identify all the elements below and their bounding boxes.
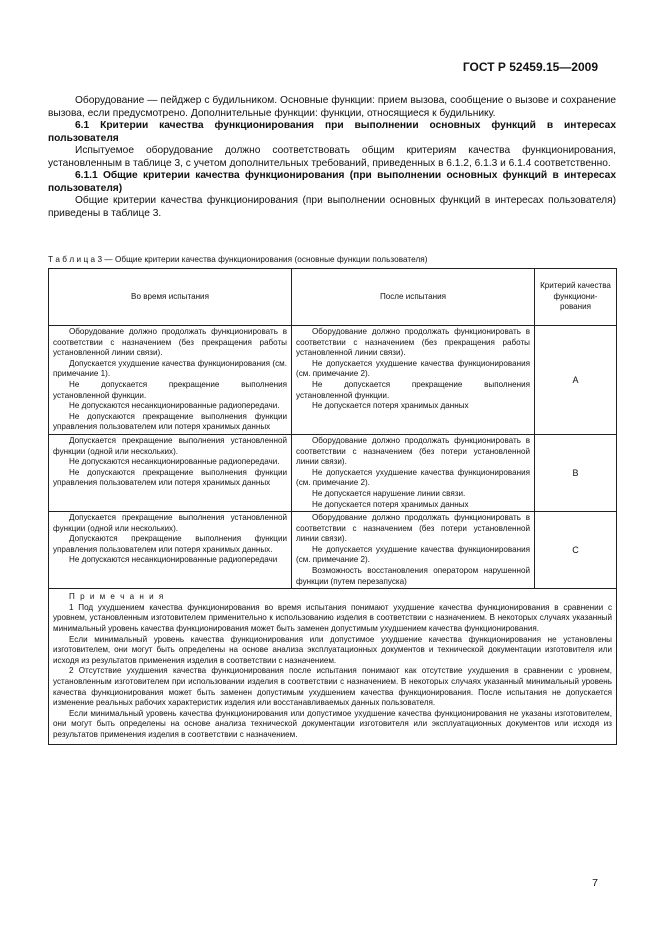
table-row [49,434,617,511]
document-header: ГОСТ Р 52459.15—2009 [462,60,598,74]
cell-text: Не допускается нарушение линии связи. [312,488,466,498]
cell-after [292,434,535,511]
cell-after [292,326,535,435]
section-heading-6-1-1: 6.1.1 Общие критерии качества функционирования (при выполнении основных функций в интересах пользователя) [48,170,616,194]
cell-text: Допускается ухудшение качества функционирования (см. примечание 1). [53,358,287,379]
notes-row [49,589,617,744]
section-heading-6-1: 6.1 Критерии качества функционирования при выполнении основных функций в интересах пользователя [48,120,616,144]
intro-block [48,95,616,220]
cell-text: Не допускается потеря хранимых данных [312,499,469,509]
page-number: 7 [592,877,598,889]
cell-criterion: B [535,434,617,511]
cell-text: Не допускается ухудшение качества функционирования (см. примечание 2). [296,467,530,488]
header-during-test: Во время испытания [49,269,292,326]
cell-text: Оборудование должно продолжать функционировать в соответствии с назначением (без потери установленной линии связи). [296,435,530,467]
cell-text: Допускается прекращение выполнения установленной функции (одной или нескольких). [53,513,287,533]
cell-text: Не допускается потеря хранимых данных [312,401,469,411]
table-row [49,326,617,435]
cell-text: Не допускается прекращение выполнения установленной функции. [296,379,530,400]
note-paragraph: 2 Отсутствие ухудшения качества функционирования после испытания понимают как отсутствие ухудшения в сравнении с уровнем, установленным изготовителем при использовании изделия в соответствии с назначением. В некоторых случаях указанный минимальный уровень качества функционирования может быть заменен допустимым ухудшением качества функционирования. После испытания не допускается изменение реальных рабочих характеристик изделия или восстанавливаемых данных пользователя. [53,666,612,708]
cell-during [49,434,292,511]
cell-after [292,512,535,589]
cell-during [49,326,292,435]
cell-text: Не допускаются несанкционированные радиопередачи. [69,457,280,467]
cell-text: Оборудование должно продолжать функционировать в соответствии с назначением (без прекращения работы установленной линии связи). [296,327,530,358]
note-paragraph: Если минимальный уровень качества функционирования или допустимое ухудшение качества функционирования не указаны изготовителем, они могут быть определены на основе анализа технической документации изготовителя или эксплуатационных документов или исходя из результатов применения изделия в соответствии с назначением. [53,708,612,739]
cell-text: Не допускаются несанкционированные радиопередачи. [69,401,280,411]
cell-text: Не допускаются несанкционированные радиопередачи [69,555,278,565]
cell-text: Оборудование должно продолжать функционировать в соответствии с назначением (без прекращения работы установленной линии связи). [53,327,287,358]
notes-cell [49,589,617,744]
table-row [49,512,617,589]
equipment-paragraph: Оборудование — пейджер с будильником. Основные функции: прием вызова, сообщение о вызове и сохранение вызова, если предусмотрено. Дополнительные функции: функции, относящиеся к будильнику. [48,95,616,119]
criteria-table-container [48,268,616,745]
criteria-table [48,268,617,745]
cell-text: Не допускаются прекращение выполнения функции управления пользователем или потеря хранимых данных [53,411,287,432]
note-paragraph: Если минимальный уровень качества функционирования или допустимое ухудшение качества функционирования не установлены изготовителем, они могут быть определены на основе анализа эксплуатационных документов и технической документации изготовителя или исходя из результатов применения изделия в соответствии с назначением. [53,634,612,665]
cell-text: Не допускается ухудшение качества функционирования (см. примечание 2). [296,358,530,379]
header-criterion: Критерий качества функциони-рования [535,269,617,326]
notes-title: П р и м е ч а н и я [69,592,165,602]
cell-text: Не допускаются прекращение выполнения функции управления пользователем или потеря хранимых данных [53,467,287,488]
cell-during [49,512,292,589]
section-paragraph-6-1-1: Общие критерии качества функционирования (при выполнении основных функций в интересах пользователя) приведены в таблице 3. [48,195,616,219]
cell-text: Оборудование должно продолжать функционировать в соответствии с назначением (без потери установленной линии связи). [296,513,530,544]
cell-criterion: C [535,512,617,589]
cell-text: Допускается прекращение выполнения установленной функции (одной или нескольких). [53,435,287,456]
cell-text: Не допускается прекращение выполнения установленной функции. [53,379,287,400]
note-paragraph: 1 Под ухудшением качества функционирования во время испытания понимают ухудшение качества функционирования в сравнении с уровнем, установленным изготовителем применительно к использованию изделия в соответствии с назначением. В некоторых случаях указанный минимальный уровень качества функционирования может быть заменен допустимым ухудшением качества функционирования. [53,602,612,634]
table-header-row [49,269,617,326]
table-caption: Т а б л и ц а 3 — Общие критерии качества функционирования (основные функции пользователя) [48,255,428,264]
cell-text: Возможность восстановления оператором нарушенной функции (путем перезапуска) [296,566,530,586]
header-after-test: После испытания [292,269,535,326]
cell-text: Допускаются прекращение выполнения функции управления пользователем или потеря хранимых данных. [53,534,287,554]
section-paragraph-6-1: Испытуемое оборудование должно соответствовать общим критериям качества функционирования, установленным в таблице 3, с учетом дополнительных требований, приведенных в 6.1.2, 6.1.3 и 6.1.4 соответственно. [48,145,616,169]
cell-text: Не допускается ухудшение качества функционирования (см. примечание 2). [296,544,530,565]
cell-criterion: A [535,326,617,435]
